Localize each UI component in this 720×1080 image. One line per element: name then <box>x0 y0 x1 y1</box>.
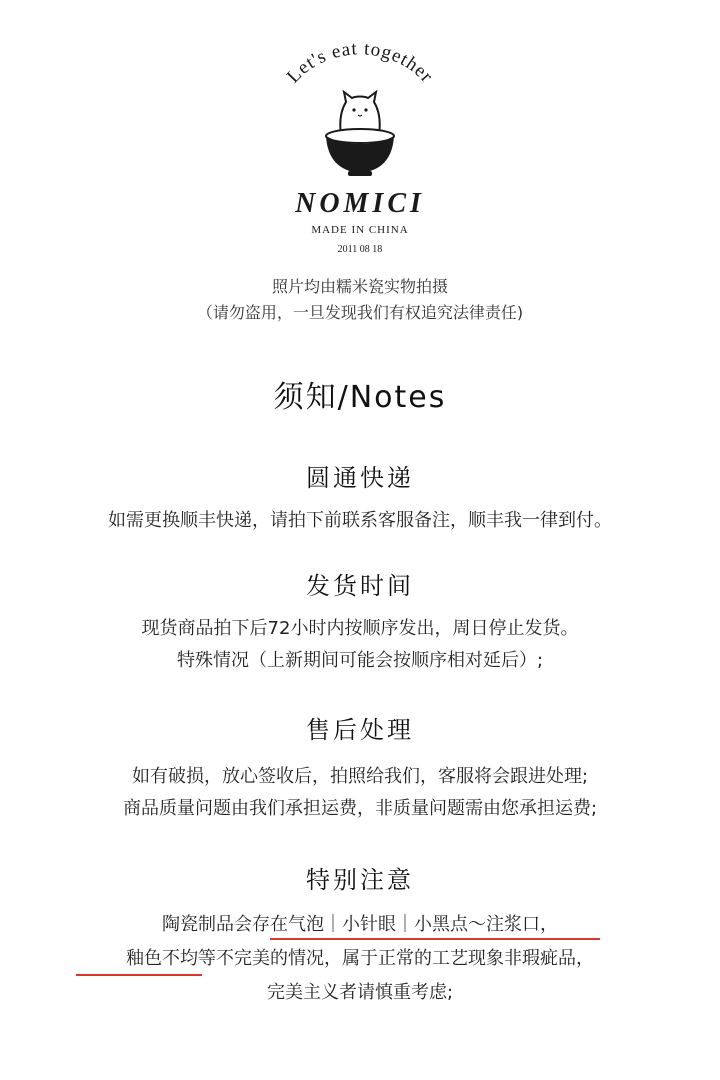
special-line-3: 完美主义者请慎重考虑; <box>266 982 454 1003</box>
brand-logo <box>0 40 720 270</box>
section-title-shipping: 发货时间 <box>306 572 414 600</box>
logo-date: 2011 08 18 <box>337 244 383 255</box>
section-title-aftersale: 售后处理 <box>306 716 414 744</box>
special-line-2: 釉色不均等不完美的情况，属于正常的工艺现象非瑕疵品， <box>126 948 594 969</box>
logo-graphic <box>240 40 480 270</box>
underline-highlight-1 <box>270 938 600 940</box>
notes-title: 须知/Notes <box>273 380 447 415</box>
logo-slogan: Let's eat together <box>282 40 438 88</box>
shipping-line-1: 现货商品拍下后72小时内按顺序发出，周日停止发货。 <box>141 618 579 639</box>
aftersale-line-2: 商品质量问题由我们承担运费，非质量问题需由您承担运费; <box>122 798 598 819</box>
disclaimer-line-1: 照片均由糯米瓷实物拍摄 <box>271 277 448 296</box>
aftersale-line-1: 如有破损，放心签收后，拍照给我们，客服将会跟进处理; <box>131 766 589 787</box>
express-line-1: 如需更换顺丰快递，请拍下前联系客服备注，顺丰我一律到付。 <box>108 510 612 531</box>
disclaimer-line-2: （请勿盗用，一旦发现我们有权追究法律责任) <box>196 303 524 322</box>
underline-highlight-2 <box>76 974 202 976</box>
section-title-special: 特别注意 <box>306 866 414 894</box>
section-title-express: 圆通快递 <box>306 464 414 492</box>
cat-bowl-icon <box>326 92 394 176</box>
svg-text:Let's eat together <box>283 40 437 87</box>
logo-brand: NOMICI <box>295 188 425 219</box>
logo-made-in: MADE IN CHINA <box>311 224 409 236</box>
special-line-1: 陶瓷制品会存在气泡｜小针眼｜小黑点～注浆口， <box>162 914 558 935</box>
shipping-line-2: 特殊情况（上新期间可能会按顺序相对延后）; <box>176 650 544 671</box>
